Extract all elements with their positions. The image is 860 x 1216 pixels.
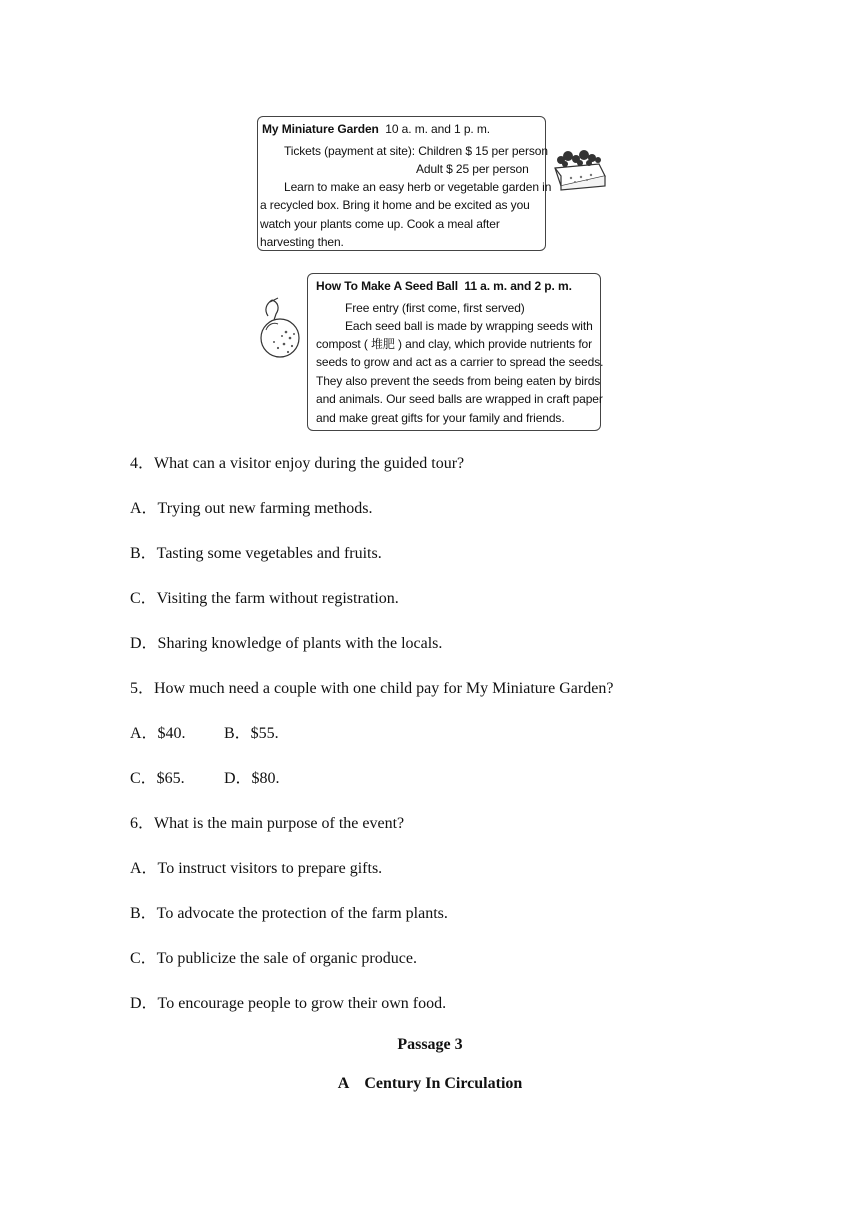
- option-5c: C．$65.: [130, 770, 185, 787]
- box2-heading: [316, 279, 572, 293]
- question-4: 4．What can a visitor enjoy during the guided tour?: [130, 455, 465, 472]
- option-6c: C．To publicize the sale of organic produce.: [130, 950, 417, 967]
- seed-ball-box: [307, 273, 604, 431]
- option-4c: C．Visiting the farm without registration.: [130, 590, 399, 607]
- box2-line: They also prevent the seeds from being eaten by birds: [316, 374, 601, 388]
- box1-line: Adult $ 25 per person: [416, 162, 529, 176]
- box2-line: and animals. Our seed balls are wrapped in craft paper: [316, 392, 603, 406]
- box1-line: a recycled box. Bring it home and be excited as you: [260, 198, 530, 212]
- option-5b: B．$55.: [224, 725, 279, 742]
- option-4a: A．Trying out new farming methods.: [130, 500, 373, 517]
- option-4d: D．Sharing knowledge of plants with the locals.: [130, 635, 443, 652]
- box2-line: and make great gifts for your family and friends.: [316, 411, 565, 425]
- miniature-garden-box: [257, 116, 552, 251]
- passage-title: A Century In Circulation: [337, 1075, 523, 1092]
- options-5cd: [130, 769, 280, 789]
- box2-title: How To Make A Seed Ball: [316, 279, 458, 293]
- box1-heading: [262, 122, 490, 136]
- option-6a: A．To instruct visitors to prepare gifts.: [130, 860, 383, 877]
- option-5d: D．$80.: [224, 770, 280, 787]
- option-5a: A．$40.: [130, 725, 186, 742]
- box2-line: Free entry (first come, first served): [345, 301, 525, 315]
- seed-ball-icon: [256, 296, 302, 367]
- box2-line: seeds to grow and act as a carrier to spread the seeds.: [316, 355, 604, 369]
- box2-time: 11 a. m. and 2 p. m.: [464, 279, 572, 293]
- passage-label: Passage 3: [397, 1036, 463, 1053]
- options-5ab: [130, 724, 279, 744]
- box1-time: 10 a. m. and 1 p. m.: [385, 122, 490, 136]
- planter-box-icon: [551, 146, 607, 197]
- box2-line: compost ( 堆肥 ) and clay, which provide nutrients for: [316, 337, 593, 351]
- box2-line: Each seed ball is made by wrapping seeds with: [345, 319, 593, 333]
- box1-line: Learn to make an easy herb or vegetable garden in: [284, 180, 552, 194]
- question-6: 6．What is the main purpose of the event?: [130, 815, 405, 832]
- box1-line: Tickets (payment at site): Children $ 15 per person: [284, 144, 548, 158]
- question-5: 5．How much need a couple with one child pay for My Miniature Garden?: [130, 680, 614, 697]
- option-6b: B．To advocate the protection of the farm plants.: [130, 905, 448, 922]
- option-6d: D．To encourage people to grow their own food.: [130, 995, 447, 1012]
- option-4b: B．Tasting some vegetables and fruits.: [130, 545, 382, 562]
- box1-line: watch your plants come up. Cook a meal after: [260, 217, 500, 231]
- box1-title: My Miniature Garden: [262, 122, 379, 136]
- box1-line: harvesting then.: [260, 235, 344, 249]
